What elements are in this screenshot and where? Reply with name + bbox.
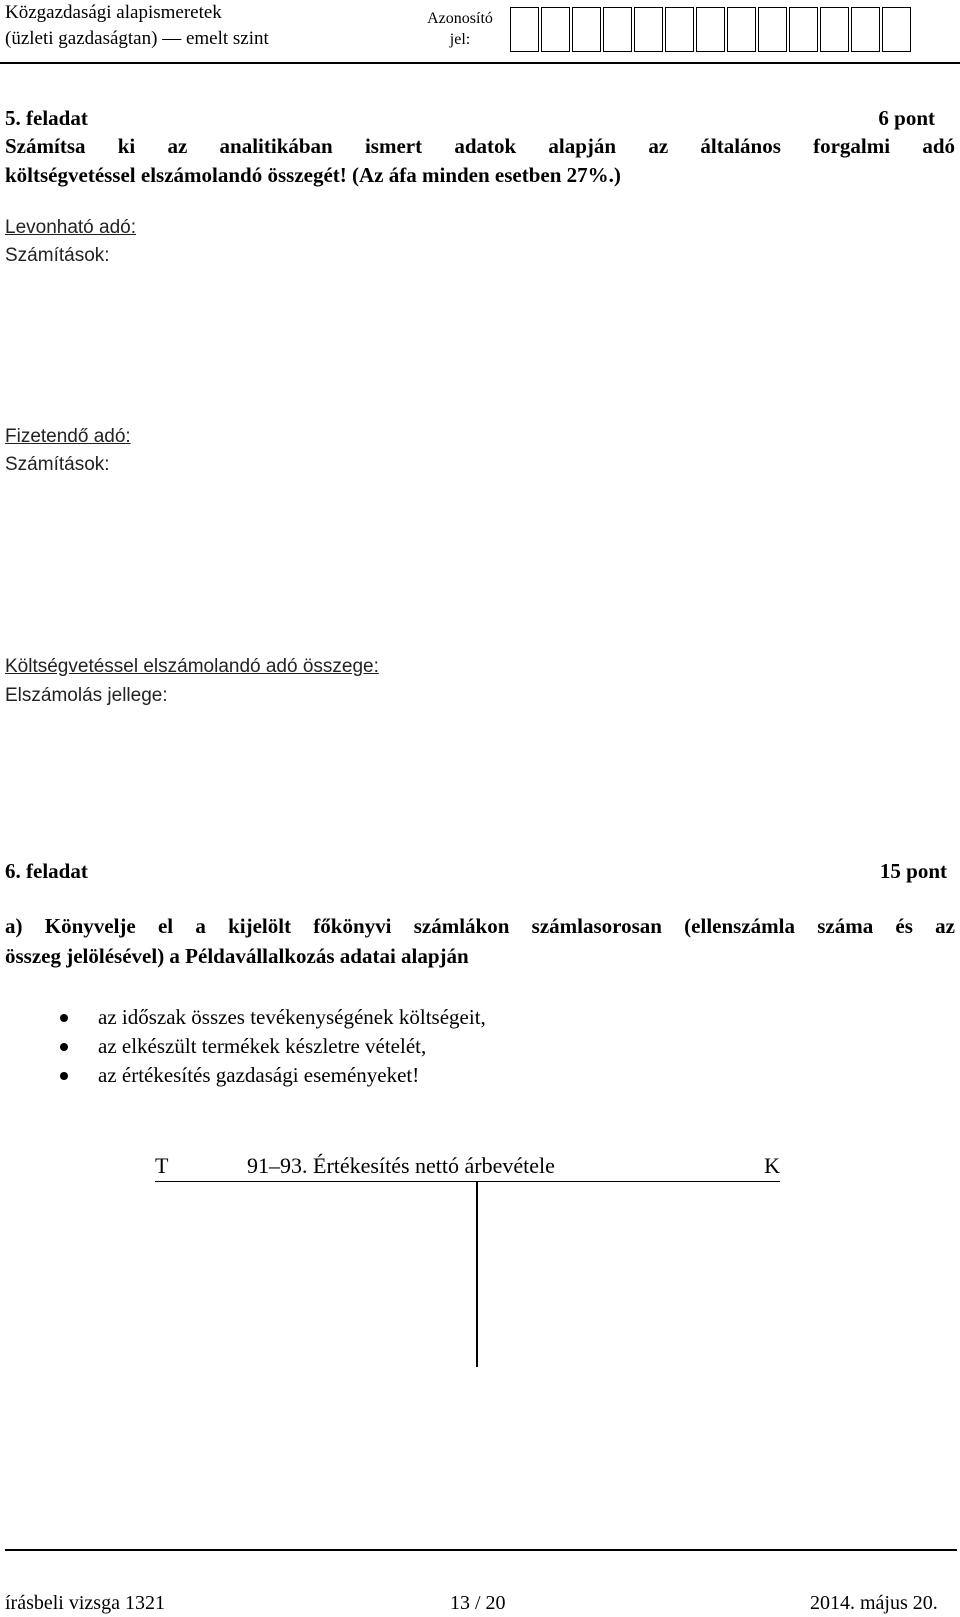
id-code-box [665,7,694,52]
task6-points: 15 pont [879,859,947,883]
bullet-icon [60,1014,68,1022]
task5-instruction-line1: Számítsa ki az analitikában ismert adatok alapján az általános forgalmi adó [5,134,955,158]
id-label [423,8,497,50]
footer-divider [5,1549,957,1551]
id-code-box [634,7,663,52]
list-item-text: az elkészült termékek készletre vételét, [98,1034,427,1058]
t-account-debit: T [155,1153,169,1178]
id-code-box [603,7,632,52]
task5-points: 6 pont [878,106,935,130]
id-label-line2: jel: [449,31,471,48]
task6-title: 6. feladat [5,859,88,883]
task6-a-line2: összeg jelölésével) a Példavállalkozás adatai alapján [5,944,469,968]
id-code-box [789,7,818,52]
page-header-subject [5,0,269,52]
task6-heading [5,857,947,886]
task6-a-line1: a) Könyvelje el a kijelölt főkönyvi számlákon számlasorosan (ellenszámla száma és az [5,914,955,938]
list-item-text: az értékesítés gazdasági eseményeket! [98,1063,420,1087]
list-item [60,1032,486,1061]
payable-tax-label: Fizetendő adó: [5,426,131,447]
id-code-box [541,7,570,52]
bullet-icon [60,1072,68,1080]
settlement-type-label: Elszámolás jellege: [5,685,168,706]
task6-bullet-list [60,1003,486,1090]
id-label-line1: Azonosító [427,10,493,27]
footer-exam-code: írásbeli vizsga 1321 [5,1592,165,1614]
subject-level: (üzleti gazdaságtan) — emelt szint [5,28,269,49]
id-code-box [882,7,911,52]
id-code-boxes [510,7,913,52]
id-code-box [851,7,880,52]
header-divider [0,62,960,64]
task5-heading [5,104,935,133]
id-code-box [510,7,539,52]
id-code-box [758,7,787,52]
footer-page-number: 13 / 20 [450,1592,506,1614]
t-account-horizontal-line [155,1181,780,1182]
list-item [60,1061,486,1090]
payable-calc-label: Számítások: [5,454,110,475]
deductible-tax-label: Levonható adó: [5,217,137,238]
subject-title: Közgazdasági alapismeretek [5,2,222,23]
id-code-box [727,7,756,52]
id-code-box [696,7,725,52]
task5-title: 5. feladat [5,106,88,130]
budget-tax-label: Költségvetéssel elszámolandó adó összege: [5,656,379,677]
t-account-vertical-line [476,1181,478,1367]
footer-date: 2014. május 20. [810,1592,938,1614]
id-code-box [572,7,601,52]
t-account-credit: K [764,1153,780,1178]
list-item-text: az időszak összes tevékenységének költségeit, [98,1005,486,1029]
list-item [60,1003,486,1032]
id-code-box [820,7,849,52]
t-account-name: 91–93. Értékesítés nettó árbevétele [247,1153,555,1178]
task5-instruction-line2: költségvetéssel elszámolandó összegét! (Az áfa minden esetben 27%.) [5,163,621,187]
deductible-calc-label: Számítások: [5,245,110,266]
bullet-icon [60,1043,68,1051]
